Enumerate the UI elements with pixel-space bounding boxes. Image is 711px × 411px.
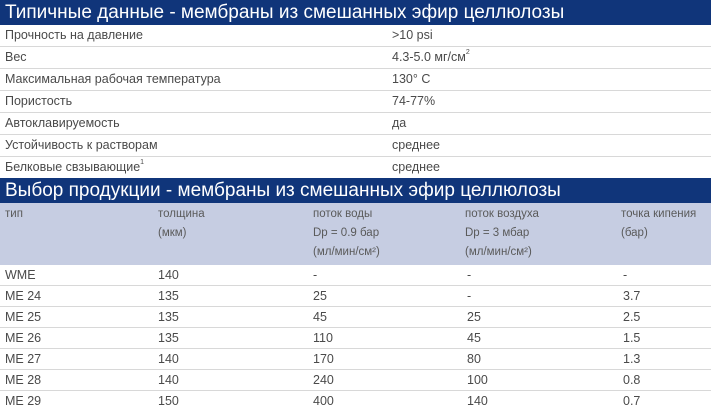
property-value: >10 psi: [392, 28, 433, 42]
cell-bubble-point: 0.7: [623, 394, 641, 408]
footnote-marker: 1: [140, 159, 145, 166]
property-name: Вес: [5, 50, 27, 64]
header-line: поток воды: [313, 208, 373, 220]
cell-type: WME: [5, 268, 36, 282]
property-row: [0, 113, 711, 135]
property-value: да: [392, 116, 407, 130]
table-row: [0, 286, 711, 307]
cell-thickness: 140: [158, 268, 179, 282]
cell-water-flow: -: [313, 268, 318, 282]
property-row: [0, 69, 711, 91]
property-value: [392, 47, 711, 68]
property-name: Прочность на давление: [5, 28, 143, 42]
property-name: Устойчивость к растворам: [5, 138, 158, 152]
header-line: (мл/мин/см²): [313, 246, 380, 258]
cell-thickness: 150: [158, 394, 179, 408]
typical-data-title: Типичные данные - мембраны из смешанных эфир целлюлозы: [5, 2, 565, 23]
property-row: [0, 157, 711, 178]
cell-bubble-point: 2.5: [623, 310, 641, 324]
cell-air-flow: -: [467, 289, 472, 303]
table-row: [0, 349, 711, 370]
cell-type: ME 26: [5, 331, 42, 345]
cell-air-flow: 100: [467, 373, 488, 387]
property-value: 130° С: [392, 72, 431, 86]
table-row: [0, 307, 711, 328]
property-row: [0, 25, 711, 47]
table-row: [0, 328, 711, 349]
header-line: (мкм): [158, 227, 187, 239]
header-line: поток воздуха: [465, 208, 539, 220]
header-line: толщина: [158, 208, 205, 220]
header-water-flow: [310, 203, 463, 265]
cell-water-flow: 45: [313, 310, 327, 324]
cell-water-flow: 240: [313, 373, 334, 387]
property-name-text: Белковые свзывающие: [5, 160, 141, 174]
header-line: (мл/мин/см²): [465, 246, 532, 258]
cell-water-flow: 25: [313, 289, 327, 303]
cell-type: ME 27: [5, 352, 42, 366]
table-row: [0, 265, 711, 286]
properties-table: [0, 25, 711, 178]
property-row: [0, 135, 711, 157]
cell-type: ME 28: [5, 373, 42, 387]
cell-water-flow: 400: [313, 394, 334, 408]
property-name: [0, 157, 392, 178]
cell-air-flow: 45: [467, 331, 481, 345]
table-row: [0, 370, 711, 391]
header-line: (бар): [621, 227, 648, 239]
table-row: [0, 391, 711, 411]
header-type: [0, 203, 153, 265]
cell-air-flow: 80: [467, 352, 481, 366]
header-line: Dp = 3 мбар: [465, 227, 530, 239]
product-selection-banner: [0, 178, 711, 203]
cell-thickness: 135: [158, 331, 179, 345]
product-table-header: [0, 203, 711, 265]
cell-type: ME 25: [5, 310, 42, 324]
header-line: точка кипения: [621, 208, 697, 220]
cell-water-flow: 110: [313, 331, 333, 345]
property-name: Максимальная рабочая температура: [5, 72, 221, 86]
header-thickness: [153, 203, 310, 265]
property-value: среднее: [392, 138, 440, 152]
product-table: [0, 265, 711, 411]
cell-bubble-point: -: [623, 268, 628, 282]
cell-air-flow: 140: [467, 394, 488, 408]
cell-bubble-point: 1.5: [623, 331, 641, 345]
typical-data-banner: [0, 0, 711, 25]
cell-air-flow: -: [467, 268, 472, 282]
cell-bubble-point: 0.8: [623, 373, 641, 387]
property-row: [0, 47, 711, 69]
superscript: 2: [465, 49, 470, 56]
header-bubble-point: [618, 203, 711, 265]
property-name: Пористость: [5, 94, 73, 108]
cell-bubble-point: 1.3: [623, 352, 641, 366]
cell-water-flow: 170: [313, 352, 334, 366]
cell-thickness: 135: [158, 310, 179, 324]
property-name: Автоклавируемость: [5, 116, 120, 130]
product-selection-title: Выбор продукции - мембраны из смешанных эфир целлюлозы: [5, 180, 561, 201]
cell-thickness: 135: [158, 289, 179, 303]
cell-bubble-point: 3.7: [623, 289, 641, 303]
property-row: [0, 91, 711, 113]
cell-type: ME 24: [5, 289, 42, 303]
header-line: тип: [5, 208, 23, 220]
cell-air-flow: 25: [467, 310, 481, 324]
property-value: 74-77%: [392, 94, 436, 108]
cell-thickness: 140: [158, 352, 179, 366]
cell-thickness: 140: [158, 373, 179, 387]
header-line: Dp = 0.9 бар: [313, 227, 380, 239]
header-air-flow: [463, 203, 618, 265]
property-value: среднее: [392, 160, 440, 174]
cell-type: ME 29: [5, 394, 42, 408]
property-value-text: 4.3-5.0 мг/см: [392, 50, 466, 64]
